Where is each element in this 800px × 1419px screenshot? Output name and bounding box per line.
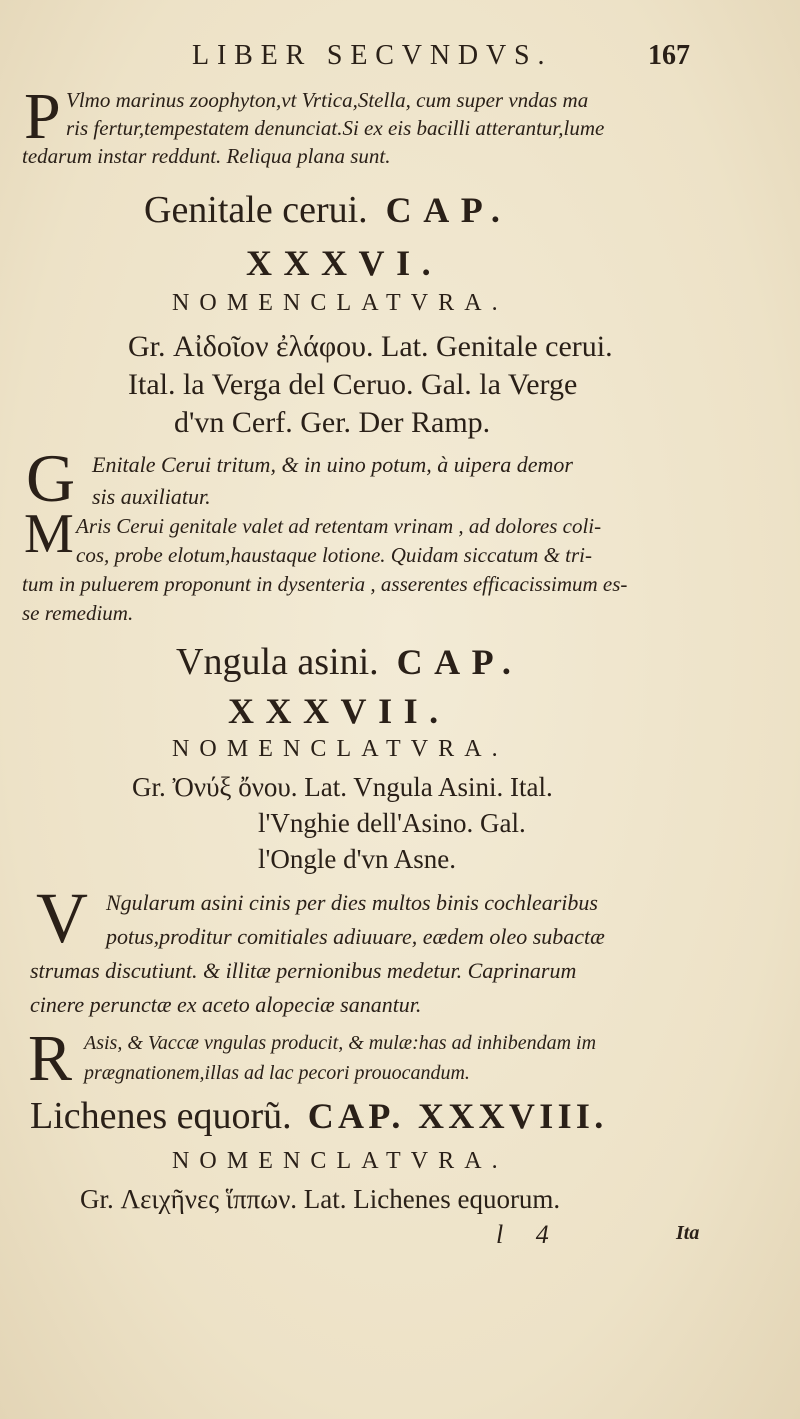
chapter-36-italian-line: Ital. la Verga del Ceruo. Gal. la Verge	[128, 368, 578, 401]
drop-cap-m: M	[24, 503, 74, 565]
chapter-38-title	[30, 1094, 608, 1138]
maris-line-2: cos, probe elotum,haustaque lotione. Quidam siccatum & tri-	[76, 543, 592, 567]
chapter-36-greek-line: Gr. Αἰδοῖον ἐλάφου. Lat. Genitale cerui.	[128, 330, 613, 363]
catchword: Ita	[676, 1222, 700, 1244]
chapter-38-name: Lichenes equorũ.	[30, 1095, 292, 1137]
chapter-38-cap: CAP. XXXVIII.	[307, 1096, 608, 1136]
pulmo-line-1: Vlmo marinus zoophyton,vt Vrtica,Stella, cum super vndas ma	[66, 88, 589, 112]
running-head: LIBER SECVNDVS.	[192, 40, 553, 71]
chapter-37-cap: CAP.	[396, 642, 523, 682]
signature-mark: l 4	[496, 1220, 562, 1249]
chapter-37-number: XXXVII.	[228, 691, 450, 731]
maris-line-4: se remedium.	[22, 601, 134, 625]
chapter-36-number: XXXVI.	[246, 243, 443, 283]
chapter-37-italian-line: l'Vnghie dell'Asino. Gal.	[258, 808, 526, 838]
vngularum-line-2: potus,proditur comitiales adiuuare, eædem oleo subactæ	[106, 924, 605, 949]
chapter-36-cap: CAP.	[385, 190, 512, 230]
chapter-37-title	[176, 640, 522, 684]
vngularum-line-1: Ngularum asini cinis per dies multos binis cochlearibus	[106, 890, 598, 915]
genitale-line-1: Enitale Cerui tritum, & in uino potum, à uipera demor	[92, 452, 573, 477]
vngularum-line-3: strumas discutiunt. & illitæ pernionibus medetur. Caprinarum	[30, 958, 577, 983]
chapter-36-name: Genitale cerui.	[144, 189, 368, 231]
drop-cap-p: P	[24, 80, 61, 153]
drop-cap-r: R	[28, 1022, 73, 1095]
chapter-36-nomenclatura: NOMENCLATVRA.	[172, 290, 508, 316]
chapter-37-nomenclatura: NOMENCLATVRA.	[172, 736, 508, 762]
chapter-37-greek-line: Gr. Ὀνύξ ὄνου. Lat. Vngula Asini. Ital.	[132, 772, 553, 802]
vngularum-line-4: cinere perunctæ ex aceto alopeciæ sanantur.	[30, 992, 422, 1017]
chapter-38-greek-line: Gr. Λειχῆνες ἵππων. Lat. Lichenes equorum.	[80, 1184, 561, 1214]
chapter-38-nomenclatura: NOMENCLATVRA.	[172, 1148, 508, 1174]
chapter-36-german-line: d'vn Cerf. Ger. Der Ramp.	[174, 406, 491, 439]
chapter-37-french-line: l'Ongle d'vn Asne.	[258, 844, 456, 874]
maris-line-1: Aris Cerui genitale valet ad retentam vrinam , ad dolores coli-	[76, 514, 602, 538]
rasis-line-2: prægnationem,illas ad lac pecori prouocandum.	[84, 1062, 470, 1084]
pulmo-line-2: ris fertur,tempestatem denunciat.Si ex eis bacilli atterantur,lume	[66, 116, 605, 140]
rasis-line-1: Asis, & Vaccæ vngulas producit, & mulæ:has ad inhibendam im	[84, 1032, 597, 1054]
genitale-line-2: sis auxiliatur.	[92, 484, 211, 509]
pulmo-line-3: tedarum instar reddunt. Reliqua plana sunt.	[22, 144, 391, 168]
drop-cap-v: V	[36, 878, 88, 958]
chapter-36-title	[144, 188, 511, 232]
drop-cap-g: G	[26, 440, 76, 516]
chapter-37-name: Vngula asini.	[176, 641, 379, 683]
maris-line-3: tum in puluerem proponunt in dysenteria , asserentes efficacissimum es-	[22, 572, 628, 596]
page-number: 167	[648, 40, 690, 71]
